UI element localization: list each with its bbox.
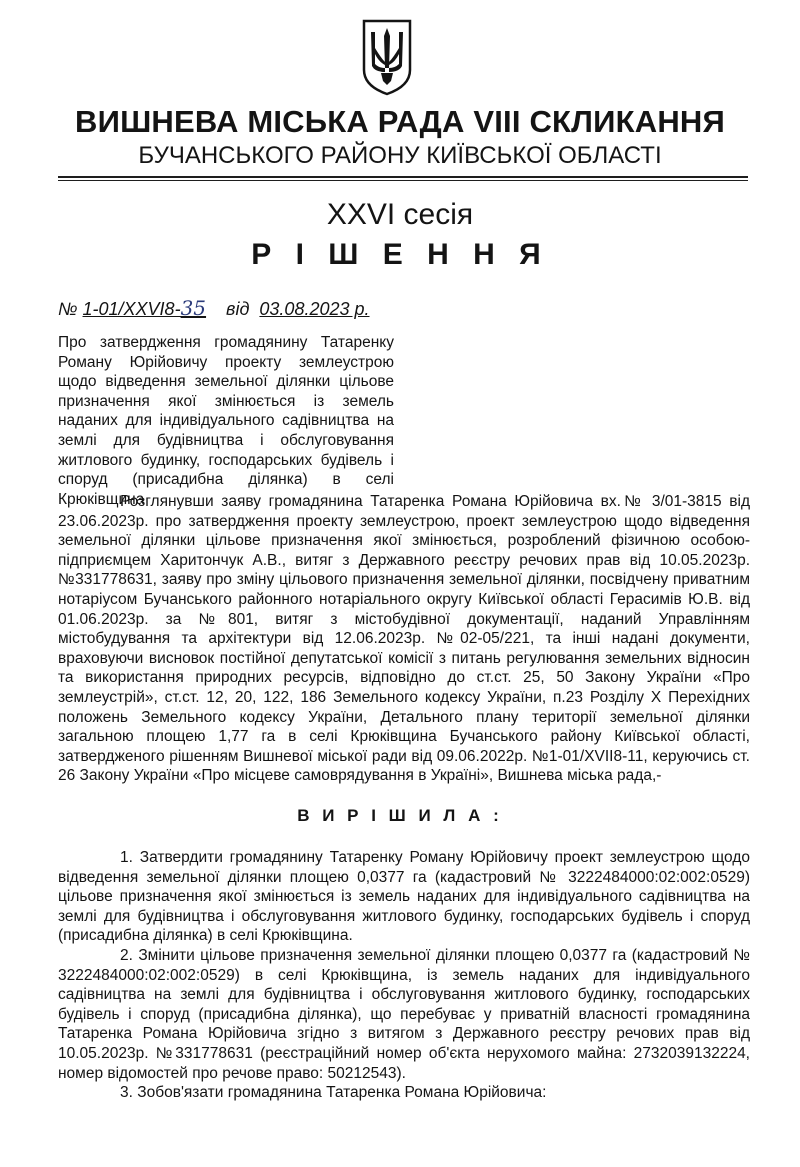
decision-date: 03.08.2023 р. xyxy=(259,299,370,319)
resolution-item-1: 1. Затвердити громадянину Татаренку Роману Юрійовичу проект землеустрою щодо відведення земельної ділянки площею 0,0377 га (кадастровий № 3222484000:02:002:0529) цільове призначення якої змінюється із земель наданих для індивідуального садівництва на землі для будівництва і обслуговування житлового будинку, господарських будівель і споруд (присадибна ділянка) в селі Крюківщина. xyxy=(58,849,750,945)
header-divider-thin xyxy=(58,180,748,181)
resolution-items xyxy=(58,848,750,1103)
decision-number-printed: 1-01/XXVI8- xyxy=(82,299,181,319)
resolution-item-3: 3. Зобов'язати громадянина Татаренка Романа Юрійовича: xyxy=(120,1084,547,1102)
document-type: Р І Ш Е Н Н Я xyxy=(251,238,549,271)
decision-subject: Про затвердження громадянину Татаренку Роману Юрійовичу проекту землеустрою щодо відведення земельної ділянки цільове призначення якої змінюється із земель наданих для індивідуального садівництва на землі для будівництва і обслуговування житлового будинку, господарських будівель і споруд (присадибна ділянка) в селі Крюківщина xyxy=(58,334,394,508)
preamble-paragraph: Розглянувши заяву громадянина Татаренка Романа Юрійовича вх.№ 3/01-3815 від 23.06.2023р. про затвердження проекту землеустрою, проект землеустрою щодо відведення земельної ділянки цільове призначення якої змінюється, розроблений фізичною особою-підприємцем Харитончук А.В., витяг з Державного реєстру речових прав від 10.05.2023р. №331778631, заяву про зміну цільового призначення земельної ділянки, посвідчену приватним нотаріусом Бучанського районного нотаріального округу Київської області Герасимів Ю.В. від 01.06.2023р. за №801, витяг з містобудівної документації, наданий Управлінням містобудування та архітектури від 12.06.2023р. №02-05/221, та інші надані документи, враховуючи висновок постійної депутатської комісії з питань регулювання земельних відносин та використання природних ресурсів, відповідно до ст.ст. 25, 50 Закону України «Про землеустрій», ст.ст. 12, 20, 122, 186 Земельного кодексу України, п.23 Розділу X Перехідних положень Земельного кодексу України, Детального плану території земельної ділянки загальною площею 1,77 га в селі Крюківщина Бучанського району Київської області, затвердженого рішенням Вишневої міської ради від 09.06.2022р. №1-01/XVII8-11, керуючись ст. 26 Закону України «Про місцеве самоврядування в Україні», Вишнева міська рада,- xyxy=(58,493,750,785)
preamble-block xyxy=(58,492,750,786)
number-sign: № xyxy=(58,299,78,319)
from-word: від xyxy=(226,299,250,319)
session-title: XXVI сесія xyxy=(326,198,474,231)
header-divider xyxy=(58,176,748,178)
district-line: БУЧАНСЬКОГО РАЙОНУ КИЇВСЬКОЇ ОБЛАСТІ xyxy=(138,142,662,169)
decision-number-handwritten: 35 xyxy=(180,296,207,320)
decision-number xyxy=(82,296,207,320)
council-name: ВИШНЕВА МІСЬКА РАДА VIII СКЛИКАННЯ xyxy=(75,104,725,139)
decision-number-line xyxy=(58,296,370,320)
trident-coat-of-arms-icon xyxy=(361,18,413,96)
resolved-heading: В И Р І Ш И Л А : xyxy=(297,806,503,825)
resolution-item-2: 2. Змінити цільове призначення земельної ділянки площею 0,0377 га (кадастровий № 3222484000:02:002:0529) в селі Крюківщина, із земель наданих для індивідуального садівництва на землі для будівництва і обслуговування житлового будинку, господарських будівель і споруд (присадибна ділянка), що перебуває у приватній власності громадянина Татаренка Романа Юрійовича згідно з витягом з Державного реєстру речових прав від 10.05.2023р. №331778631 (реєстраційний номер об'єкта нерухомого майна: 2732039132224, номер відомостей про речове право: 50212543). xyxy=(58,946,750,1082)
